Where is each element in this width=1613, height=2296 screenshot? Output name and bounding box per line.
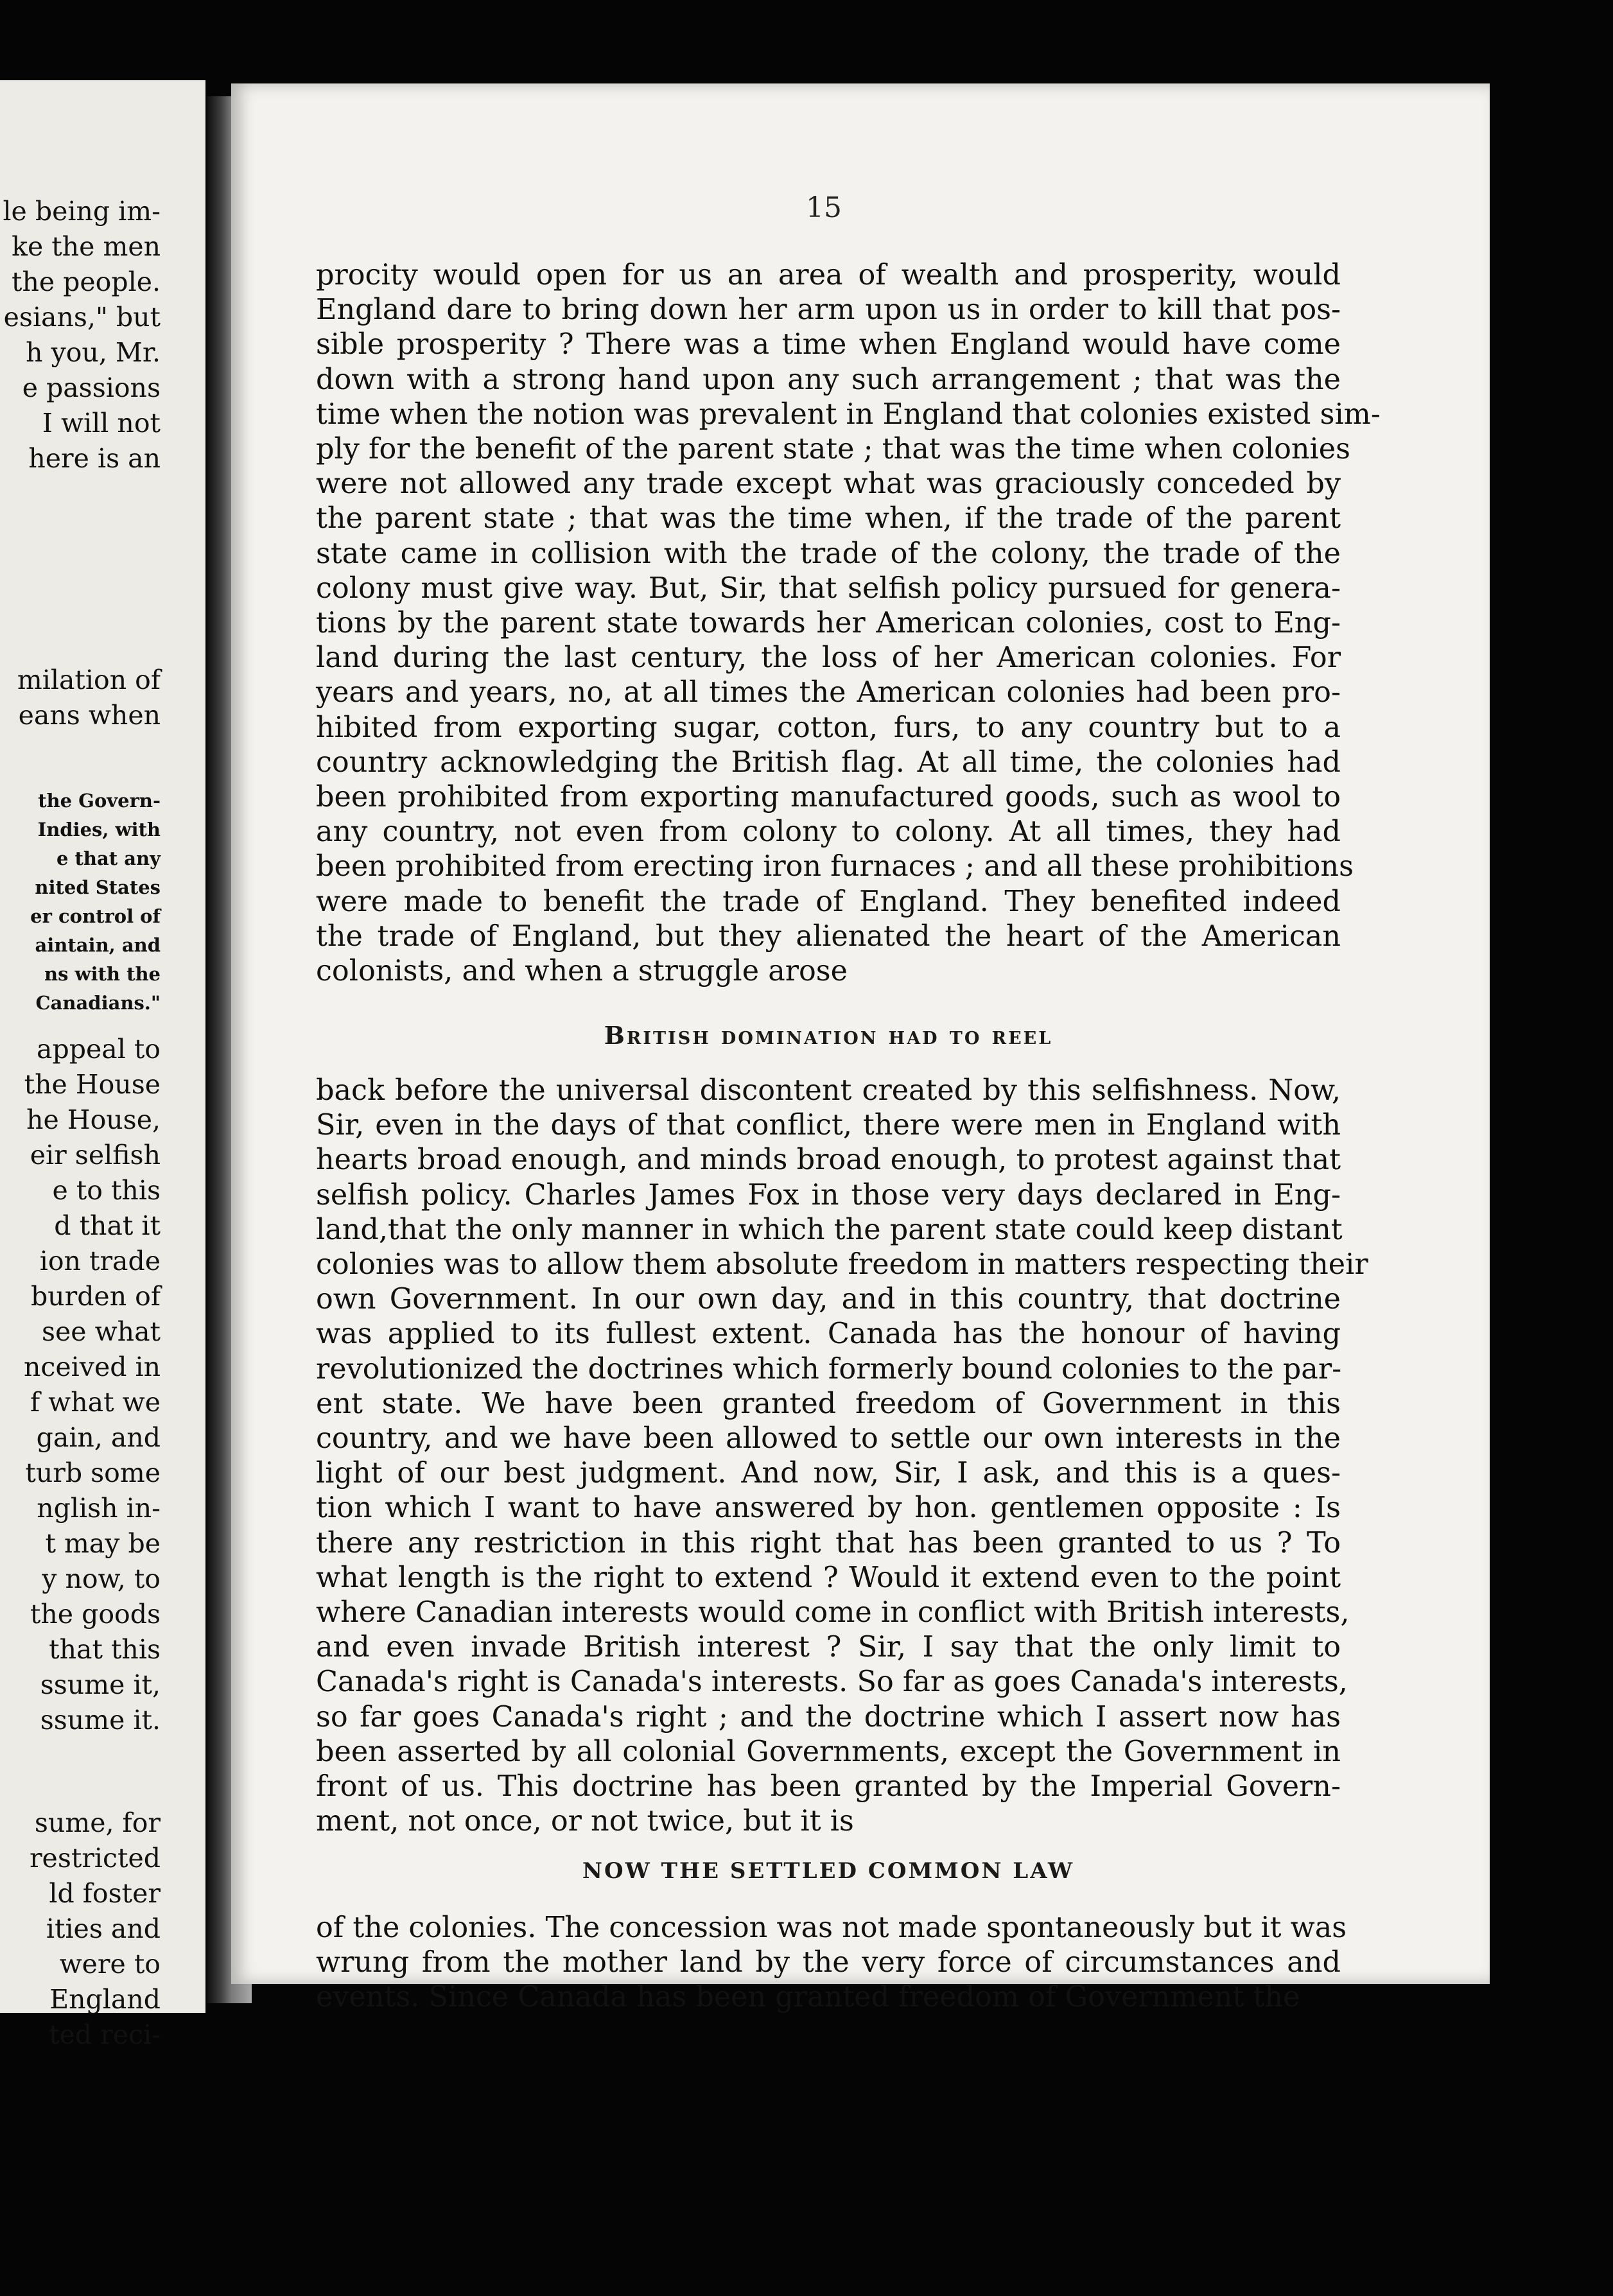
left-page-line: le being im- <box>3 196 161 227</box>
text-line: revolutionized the doctrines which formerly bound colonies to the par- <box>316 1352 1342 1386</box>
text-line: the parent state ; that was the time when, if the trade of the parent <box>316 502 1341 535</box>
text-line: and even invade British interest ? Sir, I say that the only limit to <box>316 1631 1341 1664</box>
text-line: own Government. In our own day, and in this country, that doctrine <box>316 1283 1341 1316</box>
text-line: front of us. This doctrine has been granted by the Imperial Govern- <box>316 1770 1341 1804</box>
left-page-line: er control of <box>30 905 161 927</box>
left-page-line: milation of <box>17 665 161 695</box>
left-page-line: ld foster <box>49 1878 161 1909</box>
text-line: hearts broad enough, and minds broad enough, to protest against that <box>316 1144 1341 1177</box>
text-line: ment, not once, or not twice, but it is <box>316 1805 854 1838</box>
text-line: colonists, and when a struggle arose <box>316 955 848 988</box>
left-page-line: ssume it. <box>40 1705 161 1735</box>
text-line: country, and we have been allowed to settle our own interests in the <box>316 1422 1341 1456</box>
text-line: land,that the only manner in which the parent state could keep distant <box>316 1213 1343 1246</box>
left-page-line: turb some <box>25 1457 161 1488</box>
left-page-line: Canadians." <box>35 992 161 1014</box>
text-line: tions by the parent state towards her American colonies, cost to Eng- <box>316 607 1341 640</box>
text-line: Canada's right is Canada's interests. So far as goes Canada's interests, <box>316 1665 1348 1699</box>
left-page-line: eans when <box>18 700 161 731</box>
text-line: England dare to bring down her arm upon us in order to kill that pos- <box>316 293 1341 327</box>
left-page-line: see what <box>41 1316 161 1347</box>
left-page-line: ns with the <box>44 963 161 985</box>
left-page-line: I will not <box>42 408 161 439</box>
left-page-line: Indies, with <box>37 819 161 840</box>
left-page-line: e passions <box>22 372 161 403</box>
left-page-line: here is an <box>28 443 161 474</box>
text-line: the trade of England, but they alienated the heart of the American <box>316 919 1341 953</box>
paragraph-1 <box>316 258 1381 989</box>
text-line: been asserted by all colonial Governments, except the Government in <box>316 1735 1341 1768</box>
left-page-line: esians," but <box>3 302 161 333</box>
paragraph-3 <box>316 1911 1347 2015</box>
text-line: Sir, even in the days of that conflict, there were men in England with <box>316 1109 1341 1142</box>
text-line: land during the last century, the loss of her American colonies. For <box>316 641 1341 675</box>
left-page-line: d that it <box>54 1210 161 1241</box>
page-number: 15 <box>806 191 842 224</box>
text-line: where Canadian interests would come in conflict with British interests, <box>316 1596 1350 1630</box>
left-page-line: ke the men <box>12 231 161 262</box>
left-page-line: e to this <box>52 1175 161 1206</box>
text-line: procity would open for us an area of wealth and prosperity, would <box>316 259 1341 291</box>
text-line: selfish policy. Charles James Fox in those very days declared in Eng- <box>316 1178 1341 1212</box>
left-page-fragment <box>0 80 205 2050</box>
left-page-line: t may be <box>45 1528 161 1559</box>
left-page-line: he House, <box>26 1104 161 1135</box>
text-line: light of our best judgment. And now, Sir, I ask, and this is a ques- <box>316 1457 1341 1490</box>
section-heading-2: NOW THE SETTLED COMMON LAW <box>582 1858 1075 1884</box>
text-line: so far goes Canada's right ; and the doctrine which I assert now has <box>316 1700 1341 1734</box>
left-page-line: y now, to <box>42 1563 161 1594</box>
text-line: time when the notion was prevalent in England that colonies existed sim- <box>316 397 1381 431</box>
text-line: country acknowledging the British flag. At all time, the colonies had <box>316 745 1341 779</box>
text-line: hibited from exporting sugar, cotton, furs, to any country but to a <box>316 711 1341 744</box>
left-page-line: nited States <box>35 876 161 898</box>
text-line: been prohibited from exporting manufactured goods, such as wool to <box>316 781 1341 814</box>
left-page-line: f what we <box>30 1387 161 1418</box>
text-line: were made to benefit the trade of England. They benefited indeed <box>316 885 1341 918</box>
left-page-line: ted reci- <box>49 2019 161 2050</box>
left-page-line: were to <box>59 1949 161 1979</box>
text-line: colony must give way. But, Sir, that selfish policy pursued for genera- <box>316 571 1341 605</box>
text-line: events. Since Canada has been granted freedom of Government the <box>316 1981 1300 2014</box>
left-page-line: ities and <box>46 1913 161 1944</box>
text-line: years and years, no, at all times the American colonies had been pro- <box>316 676 1341 709</box>
text-line: back before the universal discontent created by this selfishness. Now, <box>316 1074 1341 1107</box>
left-page-line: the people. <box>11 266 161 297</box>
text-line: any country, not even from colony to colony. At all times, they had <box>316 815 1341 849</box>
left-page-line: sume, for <box>34 1807 161 1838</box>
section-heading-1: British domination had to reel <box>604 1021 1053 1050</box>
text-line: ply for the benefit of the parent state ; that was the time when colonies <box>316 433 1350 466</box>
left-page-line: appeal to <box>37 1034 161 1065</box>
left-page-line: h you, Mr. <box>26 337 161 368</box>
text-line: was applied to its fullest extent. Canada has the honour of having <box>316 1318 1341 1351</box>
left-page-line: ssume it, <box>40 1669 161 1700</box>
text-line: were not allowed any trade except what was graciously conceded by <box>316 467 1341 501</box>
text-line: of the colonies. The concession was not made spontaneously but it was <box>316 1911 1347 1944</box>
left-page-line: ion trade <box>39 1246 161 1276</box>
left-page-line: burden of <box>30 1281 161 1312</box>
text-line: what length is the right to extend ? Would it extend even to the point <box>316 1561 1341 1594</box>
text-line: wrung from the mother land by the very force of circumstances and <box>316 1946 1341 1979</box>
text-line: down with a strong hand upon any such arrangement ; that was the <box>316 363 1341 396</box>
text-line: colonies was to allow them absolute freedom in matters respecting their <box>316 1248 1368 1282</box>
left-page-line: restricted <box>29 1843 161 1874</box>
text-line: state came in collision with the trade of the colony, the trade of the <box>316 537 1341 570</box>
text-line: been prohibited from erecting iron furnaces ; and all these prohibitions <box>316 850 1354 883</box>
left-page-line: gain, and <box>36 1422 161 1453</box>
text-line: there any restriction in this right that has been granted to us ? To <box>316 1526 1341 1560</box>
left-page-line: aintain, and <box>35 934 161 956</box>
text-line: sible prosperity ? There was a time when England would have come <box>316 328 1341 361</box>
paragraph-2 <box>316 1074 1368 1839</box>
text-line: ent state. We have been granted freedom of Government in this <box>316 1387 1341 1420</box>
left-page-line: nglish in- <box>37 1493 161 1524</box>
left-page-line: the House <box>24 1069 161 1100</box>
left-page-line: nceived in <box>24 1352 161 1382</box>
left-page-line: that this <box>49 1634 161 1665</box>
left-page-line: e that any <box>56 848 161 869</box>
left-page-line: the Govern- <box>38 790 161 812</box>
left-page-line: the goods <box>30 1599 161 1630</box>
left-page-line: England <box>49 1984 161 2015</box>
text-line: tion which I want to have answered by hon. gentlemen opposite : Is <box>316 1492 1341 1525</box>
left-page-line: eir selfish <box>30 1140 161 1170</box>
